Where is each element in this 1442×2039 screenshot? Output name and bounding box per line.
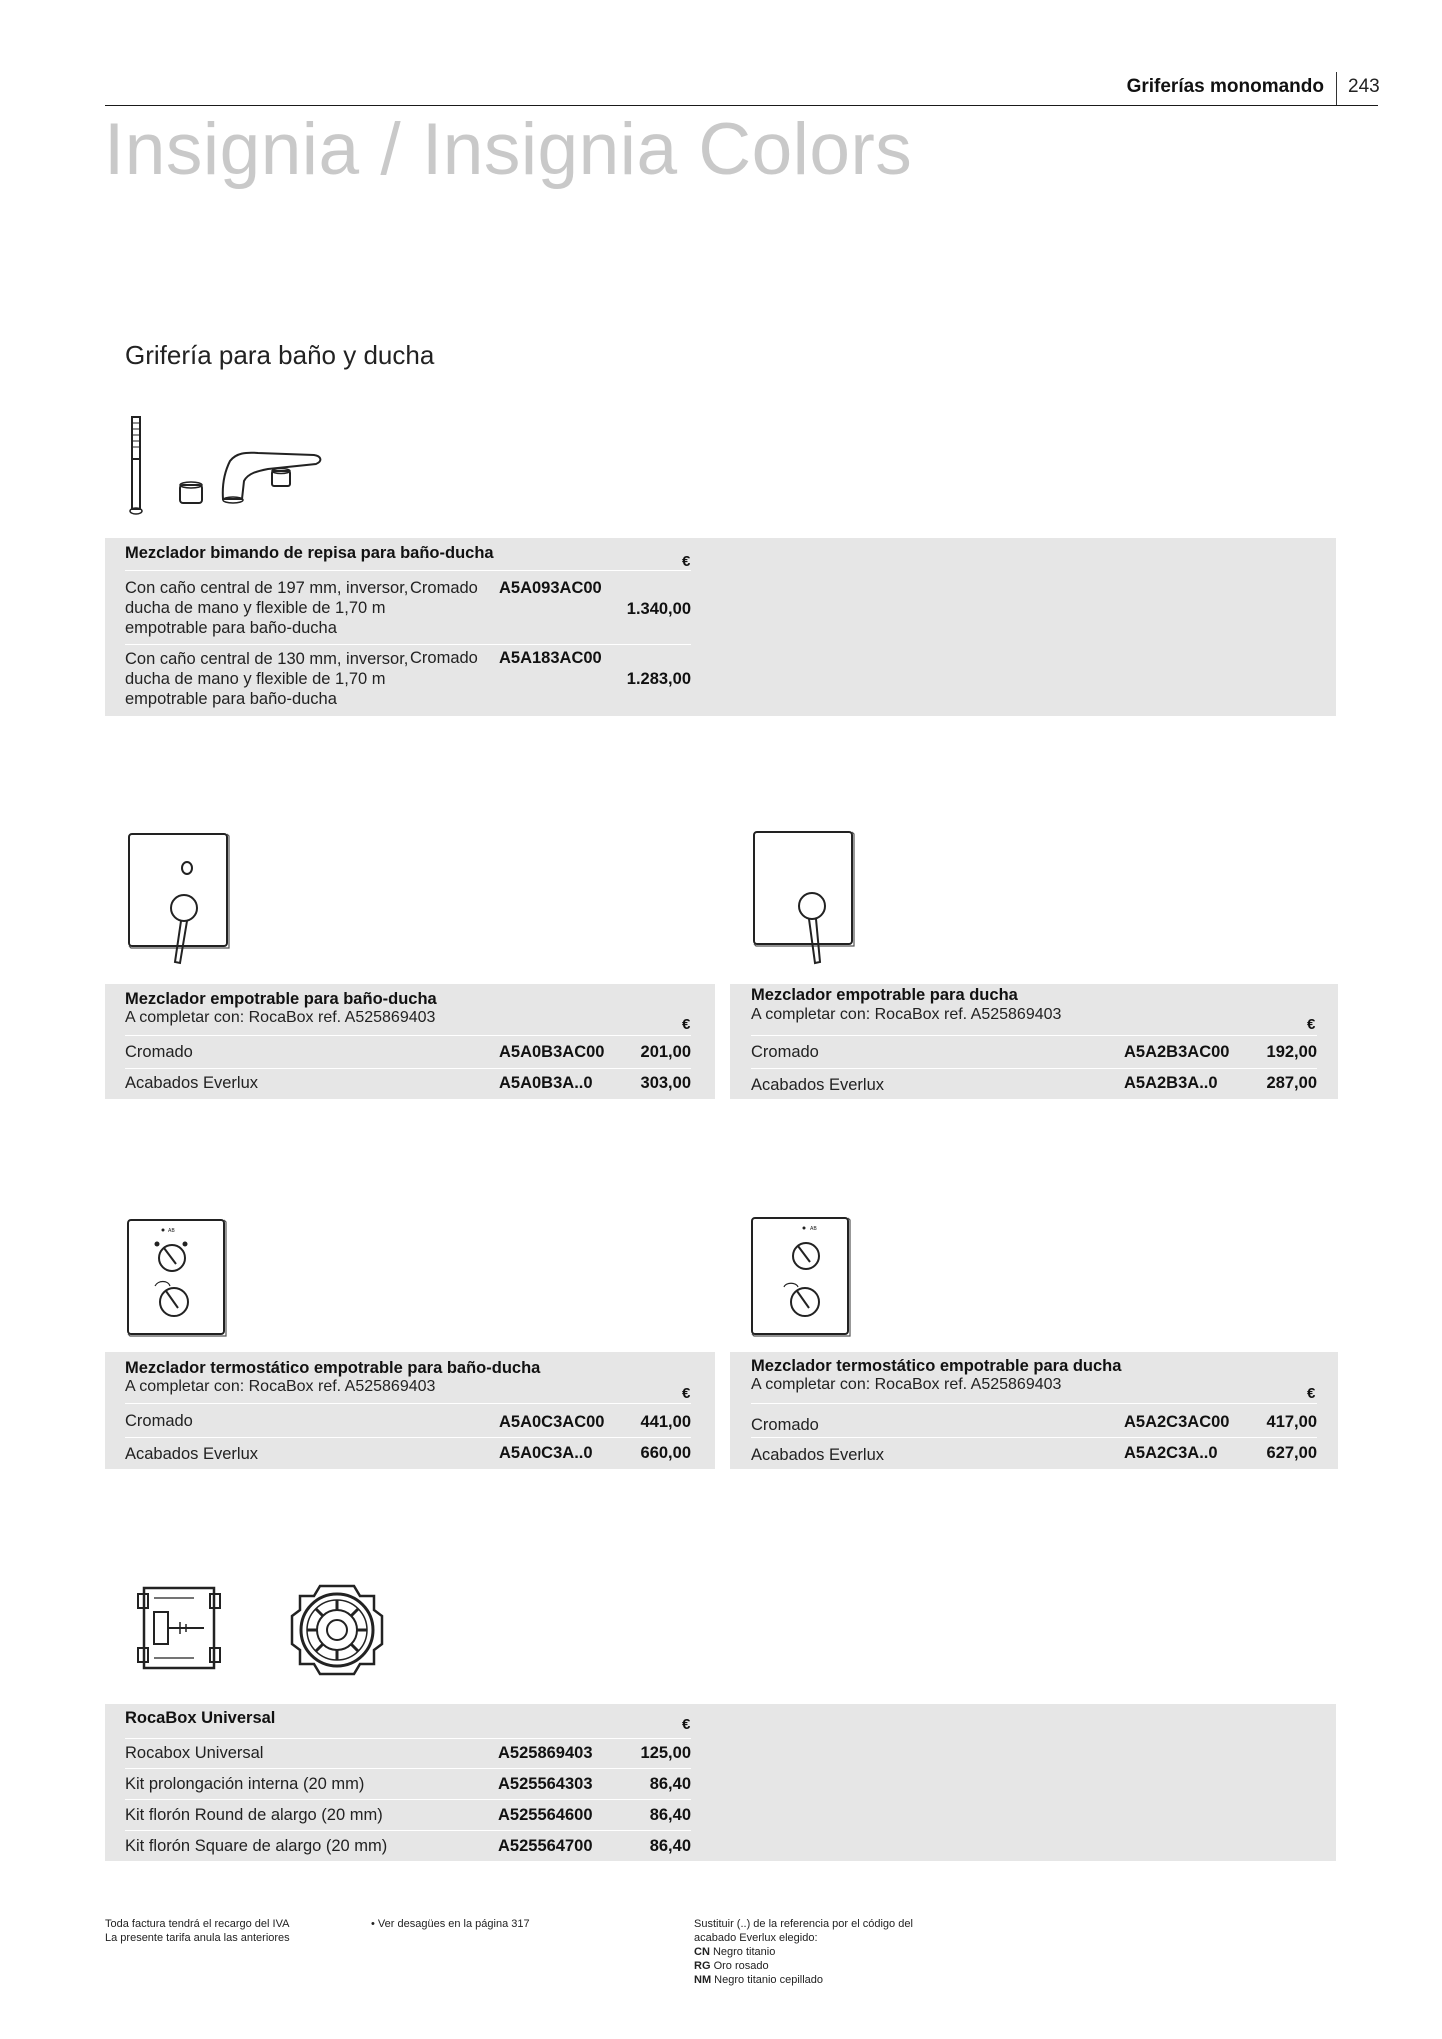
thermostatic-bath-mixer-illustration bbox=[124, 1216, 230, 1342]
row-code: A5A183AC00 bbox=[499, 649, 602, 667]
row-separator bbox=[125, 1068, 691, 1069]
currency-label: € bbox=[682, 1385, 691, 1402]
footer-drains-link[interactable]: Ver desagües en la página 317 bbox=[377, 1918, 530, 1930]
finish-code: NM bbox=[694, 1974, 712, 1986]
row-separator bbox=[125, 1768, 691, 1769]
row-code: A5A0C3AC00 bbox=[499, 1413, 605, 1431]
row-finish: Cromado bbox=[410, 579, 478, 597]
row-finish: Kit prolongación interna (20 mm) bbox=[125, 1775, 365, 1793]
row-price: 627,00 bbox=[1266, 1444, 1317, 1462]
row-finish: Acabados Everlux bbox=[125, 1445, 258, 1463]
finish-name: Oro rosado bbox=[713, 1960, 769, 1972]
row-separator bbox=[125, 644, 691, 645]
row-code: A525564303 bbox=[498, 1775, 593, 1793]
footer-tax-note bbox=[105, 1917, 290, 1945]
row-finish: Cromado bbox=[125, 1043, 193, 1061]
concealed-bath-mixer-illustration bbox=[125, 828, 235, 968]
row-separator bbox=[125, 570, 691, 571]
row-price: 287,00 bbox=[1266, 1074, 1317, 1092]
row-price: 86,40 bbox=[649, 1837, 691, 1855]
finish-code-item bbox=[694, 1945, 913, 1959]
row-price: 1.340,00 bbox=[626, 600, 691, 618]
row-separator bbox=[751, 1035, 1317, 1036]
row-code: A5A2B3AC00 bbox=[1124, 1043, 1230, 1061]
row-price: 192,00 bbox=[1266, 1043, 1317, 1061]
row-finish: Acabados Everlux bbox=[751, 1446, 884, 1464]
finish-name: Negro titanio bbox=[712, 1946, 776, 1958]
deck-mixer-illustration bbox=[118, 415, 338, 525]
thermostatic-shower-mixer-illustration bbox=[748, 1214, 854, 1342]
page-number: 243 bbox=[1348, 76, 1380, 97]
row-finish: Cromado bbox=[751, 1416, 819, 1434]
currency-label: € bbox=[1307, 1016, 1316, 1033]
footer-drains-note bbox=[371, 1917, 530, 1931]
row-code: A525564600 bbox=[498, 1806, 593, 1824]
finish-name: Negro titanio cepillado bbox=[714, 1974, 824, 1986]
row-code: A5A093AC00 bbox=[499, 579, 602, 597]
svg-text:AB: AB bbox=[810, 1226, 817, 1232]
row-code: A5A2B3A..0 bbox=[1124, 1074, 1218, 1092]
row-finish: Acabados Everlux bbox=[125, 1074, 258, 1092]
page-title: Insignia / Insignia Colors bbox=[104, 109, 913, 190]
currency-label: € bbox=[682, 553, 691, 570]
row-separator bbox=[125, 1035, 691, 1036]
rocabox-side-illustration bbox=[134, 1582, 226, 1674]
footer-validity-line: La presente tarifa anula las anteriores bbox=[105, 1932, 290, 1944]
row-price: 417,00 bbox=[1266, 1413, 1317, 1431]
header-rule bbox=[105, 105, 1378, 106]
finish-code: RG bbox=[694, 1960, 711, 1972]
row-price: 86,40 bbox=[649, 1775, 691, 1793]
row-code: A5A0C3A..0 bbox=[499, 1444, 593, 1462]
currency-label: € bbox=[682, 1716, 691, 1733]
currency-label: € bbox=[1307, 1385, 1316, 1402]
row-finish: Rocabox Universal bbox=[125, 1744, 264, 1762]
product-subtitle: A completar con: RocaBox ref. A525869403 bbox=[751, 1006, 1062, 1023]
row-separator bbox=[125, 1830, 691, 1831]
product-subtitle: A completar con: RocaBox ref. A525869403 bbox=[751, 1376, 1062, 1393]
footer-everlux-line: acabado Everlux elegido: bbox=[694, 1932, 818, 1944]
finish-code-item bbox=[694, 1973, 913, 1987]
row-finish: Cromado bbox=[410, 649, 478, 667]
row-code: A5A0B3A..0 bbox=[499, 1074, 593, 1092]
footer-tax-line: Toda factura tendrá el recargo del IVA bbox=[105, 1918, 290, 1930]
row-description: Con caño central de 130 mm, inversor, ducha de mano y flexible de 1,70 m empotrable para baño-ducha bbox=[125, 650, 409, 708]
rocabox-front-illustration bbox=[288, 1582, 386, 1678]
row-finish: Kit florón Round de alargo (20 mm) bbox=[125, 1806, 383, 1824]
row-separator bbox=[125, 1738, 691, 1739]
row-price: 125,00 bbox=[640, 1744, 691, 1762]
currency-label: € bbox=[682, 1016, 691, 1033]
product-title: Mezclador bimando de repisa para baño-ducha bbox=[125, 544, 494, 562]
row-code: A525869403 bbox=[498, 1744, 593, 1762]
product-title: Mezclador empotrable para baño-ducha bbox=[125, 990, 437, 1008]
row-price: 1.283,00 bbox=[626, 670, 691, 688]
finish-code: CN bbox=[694, 1946, 710, 1958]
row-separator bbox=[751, 1437, 1317, 1438]
product-title: Mezclador empotrable para ducha bbox=[751, 986, 1018, 1004]
row-separator bbox=[751, 1403, 1317, 1404]
row-separator bbox=[125, 1799, 691, 1800]
row-finish: Acabados Everlux bbox=[751, 1076, 884, 1094]
bullet-icon: • bbox=[371, 1918, 375, 1930]
row-price: 660,00 bbox=[640, 1444, 691, 1462]
row-code: A525564700 bbox=[498, 1837, 593, 1855]
row-code: A5A0B3AC00 bbox=[499, 1043, 605, 1061]
row-separator bbox=[751, 1068, 1317, 1069]
row-description: Con caño central de 197 mm, inversor, ducha de mano y flexible de 1,70 m empotrable para baño-ducha bbox=[125, 579, 409, 637]
header-separator bbox=[1336, 72, 1337, 106]
row-separator bbox=[125, 1403, 691, 1404]
product-title: RocaBox Universal bbox=[125, 1709, 276, 1727]
row-code: A5A2C3A..0 bbox=[1124, 1444, 1218, 1462]
section-title: Grifería para baño y ducha bbox=[125, 340, 435, 370]
finish-code-item bbox=[694, 1959, 913, 1973]
row-price: 201,00 bbox=[640, 1043, 691, 1061]
product-subtitle: A completar con: RocaBox ref. A525869403 bbox=[125, 1009, 436, 1026]
row-code: A5A2C3AC00 bbox=[1124, 1413, 1230, 1431]
row-price: 303,00 bbox=[640, 1074, 691, 1092]
svg-text:AB: AB bbox=[168, 1228, 175, 1234]
concealed-shower-mixer-illustration bbox=[750, 826, 860, 968]
product-title: Mezclador termostático empotrable para baño-ducha bbox=[125, 1359, 541, 1377]
row-price: 441,00 bbox=[640, 1413, 691, 1431]
product-subtitle: A completar con: RocaBox ref. A525869403 bbox=[125, 1378, 436, 1395]
header-section-title: Griferías monomando bbox=[1126, 76, 1324, 97]
row-price: 86,40 bbox=[649, 1806, 691, 1824]
footer-everlux-note bbox=[694, 1917, 913, 1987]
row-finish: Cromado bbox=[751, 1043, 819, 1061]
product-title: Mezclador termostático empotrable para ducha bbox=[751, 1357, 1122, 1375]
row-finish: Cromado bbox=[125, 1412, 193, 1430]
row-separator bbox=[125, 1437, 691, 1438]
row-finish: Kit florón Square de alargo (20 mm) bbox=[125, 1837, 388, 1855]
footer-everlux-line: Sustituir (..) de la referencia por el código del bbox=[694, 1918, 913, 1930]
